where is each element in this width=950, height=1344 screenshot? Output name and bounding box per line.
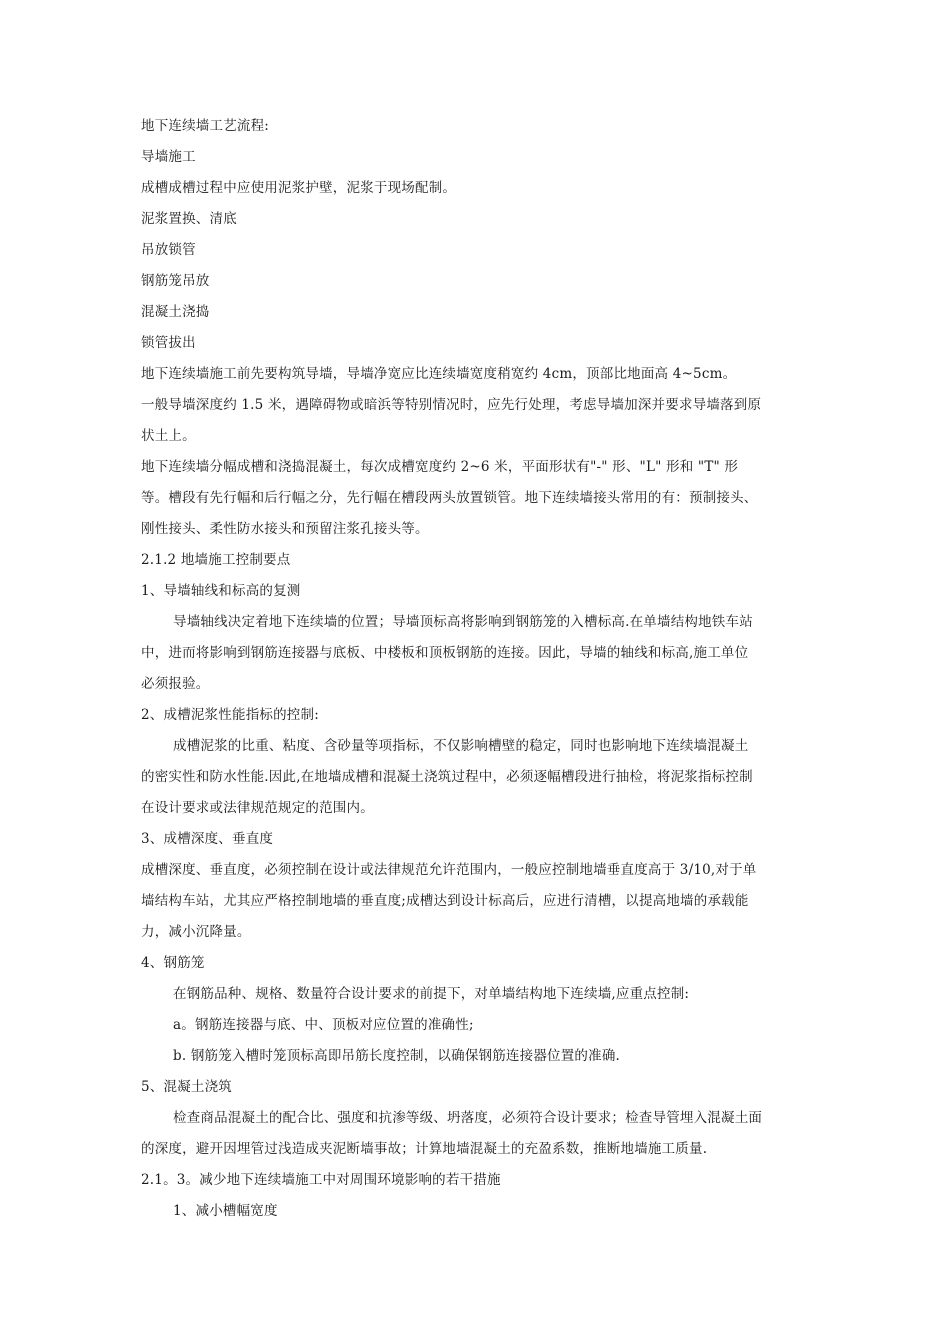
text-line: b. 钢筋笼入槽时笼顶标高即吊筋长度控制，以确保钢筋连接器位置的准确.	[173, 1048, 621, 1064]
text-line: 4、钢筋笼	[141, 955, 205, 971]
text-line: 地下连续墙工艺流程:	[141, 118, 270, 134]
text-line: 成槽深度、垂直度，必须控制在设计或法律规范允许范围内，一般应控制地墙垂直度高于 3/10,对于单	[141, 862, 757, 878]
text-line: 地下连续墙分幅成槽和浇捣混凝土，每次成槽宽度约 2~6 米，平面形状有"-" 形、"L" 形和 "T" 形	[141, 459, 739, 475]
text-line: 等。槽段有先行幅和后行幅之分，先行幅在槽段两头放置锁管。地下连续墙接头常用的有：预制接头、	[141, 490, 758, 506]
text-line: 一般导墙深度约 1.5 米，遇障碍物或暗浜等特别情况时，应先行处理，考虑导墙加深并要求导墙落到原	[141, 397, 762, 413]
text-line: 2.1。3。减少地下连续墙施工中对周围环境影响的若干措施	[141, 1172, 501, 1188]
text-line: 钢筋笼吊放	[141, 273, 210, 289]
text-line: 的密实性和防水性能.因此,在地墙成槽和混凝土浇筑过程中，必须逐幅槽段进行抽检，将泥浆指标控制	[141, 769, 753, 785]
text-line: 1、减小槽幅宽度	[173, 1203, 278, 1219]
text-line: 必须报验。	[141, 676, 210, 692]
text-line: 刚性接头、柔性防水接头和预留注浆孔接头等。	[141, 521, 429, 537]
text-line: 成槽成槽过程中应使用泥浆护壁，泥浆于现场配制。	[141, 180, 457, 196]
text-line: 状土上。	[141, 428, 196, 444]
text-line: 的深度，避开因埋管过浅造成夹泥断墙事故；计算地墙混凝土的充盈系数，推断地墙施工质量.	[141, 1141, 708, 1157]
text-line: 2.1.2 地墙施工控制要点	[141, 552, 291, 568]
text-line: 5、混凝土浇筑	[141, 1079, 232, 1095]
text-line: 导墙轴线决定着地下连续墙的位置；导墙顶标高将影响到钢筋笼的入槽标高.在单墙结构地铁车站	[173, 614, 753, 630]
text-line: 锁管拔出	[141, 335, 196, 351]
text-line: 泥浆置换、清底	[141, 211, 237, 227]
text-line: 在设计要求或法律规范规定的范围内。	[141, 800, 374, 816]
text-line: 导墙施工	[141, 149, 196, 165]
text-line: 墙结构车站，尤其应严格控制地墙的垂直度;成槽达到设计标高后，应进行清槽，以提高地墙的承载能	[141, 893, 749, 909]
document-body	[141, 111, 821, 1227]
text-line: 2、成槽泥浆性能指标的控制:	[141, 707, 319, 723]
text-line: 吊放锁管	[141, 242, 196, 258]
text-line: 3、成槽深度、垂直度	[141, 831, 274, 847]
text-line: 地下连续墙施工前先要构筑导墙，导墙净宽应比连续墙宽度稍宽约 4cm，顶部比地面高 4~5cm。	[141, 366, 737, 382]
text-line: 1、导墙轴线和标高的复测	[141, 583, 301, 599]
text-line: 检查商品混凝土的配合比、强度和抗渗等级、坍落度，必须符合设计要求；检查导管埋入混凝土面	[173, 1110, 763, 1126]
text-line: 力，减小沉降量。	[141, 924, 251, 940]
text-line: a。钢筋连接器与底、中、顶板对应位置的准确性;	[173, 1017, 474, 1033]
text-line: 混凝土浇捣	[141, 304, 210, 320]
text-line: 在钢筋品种、规格、数量符合设计要求的前提下，对单墙结构地下连续墙,应重点控制:	[173, 986, 690, 1002]
text-line: 中，进而将影响到钢筋连接器与底板、中楼板和顶板钢筋的连接。因此，导墙的轴线和标高,施工单位	[141, 645, 749, 661]
text-line: 成槽泥浆的比重、粘度、含砂量等项指标，不仅影响槽壁的稳定，同时也影响地下连续墙混凝土	[173, 738, 749, 754]
